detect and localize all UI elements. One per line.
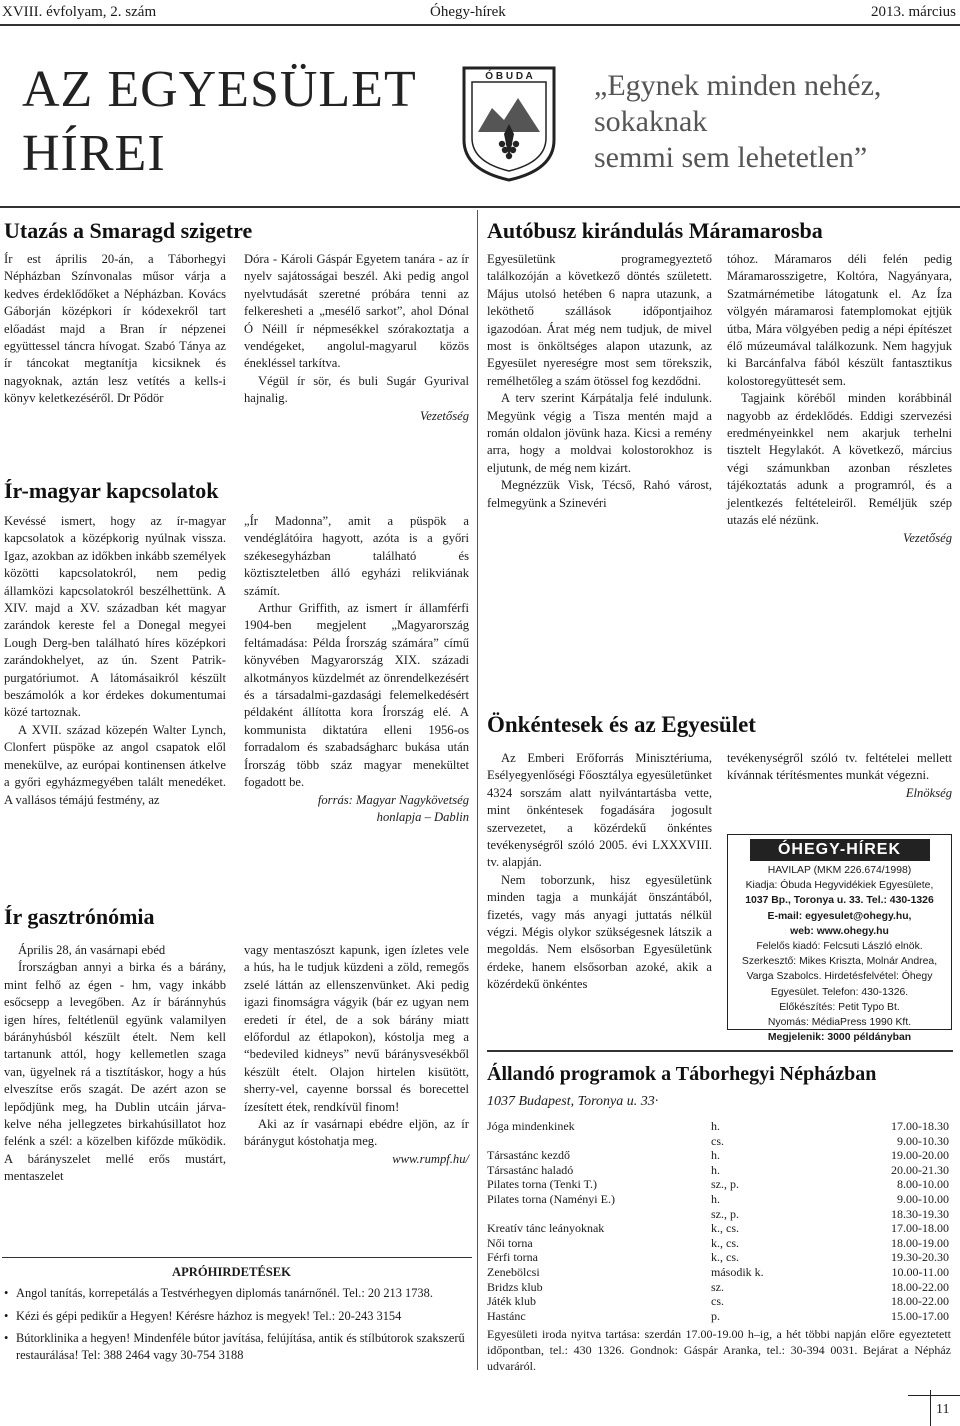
schedule-day: h.: [711, 1162, 720, 1177]
ad-item: • Kézi és gépi pedikűr a Hegyen! Kérésre házhoz is megyek! Tel.: 20-243 3154: [4, 1308, 470, 1325]
masthead-rule: [0, 206, 960, 208]
schedule-row: [487, 1265, 949, 1280]
utazas-col2-para1: Dóra - Károli Gáspár Egyetem tanára - az ír nyelv sajátosságai beszél. Aki pedig angol nyelvtudását szeretné próbára tenni az felkeresheti a „mesélő sarkot”, ahol Dónal Ó Néill ír népmesékkel szórakoztatja a vendégeket, angolul-magyarul közös énekléssel tarkítva.: [244, 252, 469, 371]
schedule-day: h.: [711, 1148, 720, 1163]
gasztro-heading: Ír gasztrónómia: [4, 904, 155, 929]
schedule-program-name: Női torna: [487, 1235, 533, 1250]
schedule-program-name: Kreatív tánc leányoknak: [487, 1221, 605, 1236]
autobusz-col2-para1: tóhoz. Máramaros déli felén pedig Máramarosszigetre, Koltóra, Nagyányara, Szatmárnémetibe látogatunk el. Az Íza völgyén máramarosi fatemplomokat ejtjük útba, Mára völgyében pedig a népi építészet élő múzeumával találkozunk. Nem hagyjuk ki Barcánfalva fából készült fantasztikus kolostoregyüttesét sem.: [727, 252, 952, 388]
page-number: 11: [936, 1402, 950, 1417]
irmagyar-source-line2: honlapja – Dablin: [376, 809, 469, 824]
irmagyar-col2-para1: „Ír Madonna”, amit a püspök a vendéglátóira hagyott, azóta is a győri székesegyházban található és köztiszteletben álló egyházi relikviának számít.: [244, 514, 469, 598]
schedule-time: 19.30-20.30: [891, 1250, 949, 1265]
onkentes-col2-text: tevékenységről szóló tv. feltételei mellett kívánnak térítésmentes munkát végezni.: [727, 751, 952, 783]
programok-heading: Állandó programok a Táborhegyi Népházban: [487, 1063, 877, 1085]
schedule-row: [487, 1280, 949, 1295]
schedule-day: cs.: [711, 1133, 724, 1148]
onkentes-col1-para2: Nem toborzunk, hisz egyesületünk minden tagja a munkáját önszántából, fizetés, vagy más anyagi juttatás nélkül végzi. Mégis olykor szükségesnek látszik a megoldás. Nem elsősorban Egyesületünk érdeke, hanem elsősorban azoké, akik a közérdekű önkéntes: [487, 872, 712, 992]
autobusz-col1-para2: A terv szerint Kárpátalja felé indulunk. Megyünk végig a Tisza mentén majd a román oldalon jövünk haza. Kicsi a remény arra, hogy a moldvai kolostorokhoz is eljutunk, de még nem kizárt.: [487, 391, 712, 475]
imprint-line: Varga Szabolcs. Hirdetésfelvétel: Óhegy: [746, 971, 933, 983]
schedule-program-name: Pilates torna (Tenki T.): [487, 1177, 598, 1192]
gasztro-col1-para2: Írországban annyi a birka és a bárány, mint felhő az égen - hm, vagy inkább esőcsepp a levegőben. Az ír báránnyhús igen híres, feltétlenül együnk valamilyen bárányhúsból készült ételt. Nem kell tartanunk attól, hogy kellemetlen szaga van, ügyelnek rá a tisztításkor, hogy a hús elveszítse erős szagát. De azért azon se lepődjünk meg, ha Dublin utcáin járva-kelve néha jellegzetes birkahúsillatot hoz felénk a szél: a közelben kifőzde működik. A bárányszelet mellé erős mustárt, mentaszelet: [4, 960, 226, 1184]
running-head-date: 2013. március: [871, 4, 956, 20]
autobusz-heading: Autóbusz kirándulás Máramarosba: [487, 218, 823, 243]
imprint-logo: ÓHEGY-HÍREK: [750, 839, 930, 861]
irmagyar-heading: Ír-magyar kapcsolatok: [4, 478, 219, 503]
autobusz-col2-para2: Tagjaink köréből minden korábbinál nagyobb az érdeklődés. Eddigi szervezési eredményeinkkel nem akarjuk terhelni tisztelt Hegylakót. A következő, március végi számunkban azonban részletes tájékoztatás adunk a programról, és a jelentkezés feltételeiről. Reméljük szép utazás elé nézünk.: [727, 391, 952, 528]
schedule-program-name: Zenebölcsi: [487, 1264, 540, 1279]
schedule-program-name: Bridzs klub: [487, 1279, 543, 1294]
irmagyar-col1-para1: Kevéssé ismert, hogy az ír-magyar kapcsolatok a középkorig nyúlnak vissza. Igaz, azokban az időkben inkább személyek közötti kapcsolatokról, nem pedig államközi kapcsolatokról beszélhettünk. A XIV. majd a XV. században két magyar zarándok kereste fel a Donegal megyei Lough Derg-ben található híres középkori zarándokhelyet, az ún. Szent Patrik-purgatóriumot. A látomásaikról készült beszámolók a kor érdekes dokumentumai közé tartoznak.: [4, 514, 226, 720]
autobusz-col1-para1: Egyesületünk programegyeztető találkozóján a következő döntés született. Május utolsó hetében 6 napra utazunk, a leköthető szállások időpontjaihoz igazodóan. Árat még nem tudjuk, de mivel most is önköltséges alapon utazunk, az Egyesület nyereségre most sem törekszik, remélhetőleg a szám ötössel fog kezdődni.: [487, 252, 712, 388]
schedule-time: 17.00-18.00: [891, 1221, 949, 1236]
schedule-program-name: Férfi torna: [487, 1250, 538, 1265]
schedule-day: sz., p.: [711, 1177, 739, 1192]
autobusz-col1: [487, 251, 712, 512]
programok-rule: [487, 1050, 953, 1052]
irmagyar-col1: [4, 513, 226, 809]
schedule-row: [487, 1163, 949, 1178]
schedule-time: 19.00-20.00: [891, 1148, 949, 1163]
schedule-row: [487, 1134, 949, 1149]
imprint-line: Nyomás: MédiaPress 1990 Kft.: [767, 1017, 912, 1029]
schedule-program-name: Társastánc haladó: [487, 1162, 574, 1177]
imprint-line: Egyesület. Telefon: 430-1326.: [770, 986, 909, 998]
schedule-row: [487, 1236, 949, 1251]
schedule-day: sz., p.: [711, 1206, 739, 1221]
schedule-row: [487, 1250, 949, 1265]
utazas-signature: Vezetőség: [420, 408, 469, 423]
programok-schedule: [487, 1119, 949, 1323]
schedule-time: 20.00-21.30: [891, 1162, 949, 1177]
schedule-program-name: Hastánc: [487, 1308, 526, 1323]
gasztro-col1-para1: Április 28, án vasárnapi ebéd: [18, 943, 166, 957]
imprint-line: Szerkesztő: Mikes Krisztа, Molnár Andrea,: [741, 956, 938, 968]
schedule-row: [487, 1177, 949, 1192]
schedule-time: 10.00-11.00: [891, 1264, 949, 1279]
programok-address: 1037 Budapest, Toronya u. 33·: [487, 1094, 659, 1109]
schedule-time: 8.00-10.00: [897, 1177, 949, 1192]
autobusz-signature: Vezetőség: [903, 530, 952, 545]
autobusz-col2: [727, 251, 952, 547]
onkentes-signature: Elnökség: [905, 785, 952, 800]
ads-list: [4, 1285, 470, 1369]
utazas-col1: [4, 251, 226, 408]
schedule-day: h.: [711, 1119, 720, 1133]
schedule-day: k., cs.: [711, 1235, 739, 1250]
autobusz-col1-para3: Megnézzük Visk, Técső, Rahó várost, felmegyünk a Szinevéri: [487, 478, 712, 510]
schedule-time: 17.00-18.30: [891, 1119, 949, 1133]
schedule-program-name: Jóga mindenkinek: [487, 1119, 575, 1133]
schedule-day: k., cs.: [711, 1250, 739, 1265]
imprint-line: Felelős kiadó: Felcsuti László elnök.: [756, 941, 923, 953]
gasztro-col2: [244, 942, 469, 1168]
running-head-rule: [0, 24, 960, 26]
masthead-quote-line1: „Egynek minden nehéz,: [594, 69, 882, 102]
gasztro-col2-para1: vagy mentaszószt kapunk, igen ízletes vele a hús, ha le tudjuk küzdeni a zöld, remegős zselé láttán az ellenszenvünket. Aki pedig igazi finomságra vágyik (bár ez ugyan nem eredeti ír étel, de a sok bárány miatt előfordul az étlapokon), kóstolja meg a “bedeviled kidneys” nevű báránysvesékből készült ételt. Olajon hirtelen kisütött, sherry-vel, cayenne borssal és borecettel ízesített étek, rendkívül finom!: [244, 943, 469, 1114]
schedule-row: [487, 1294, 949, 1309]
schedule-row: [487, 1221, 949, 1236]
imprint-line: Megjelenik: 3000 példányban: [767, 1032, 912, 1044]
utazas-col2: [244, 251, 469, 425]
schedule-day: második k.: [711, 1264, 764, 1279]
masthead-quote-line3: semmi sem lehetetlen”: [594, 141, 868, 174]
schedule-time: 18.00-19.00: [891, 1235, 949, 1250]
schedule-row: [487, 1309, 949, 1324]
column-divider: [477, 210, 478, 1370]
masthead-quote-line2: sokaknak: [594, 105, 708, 138]
running-head-title: Óhegy-hírek: [430, 4, 506, 20]
society-logo: [458, 62, 560, 184]
schedule-time: 18.00-22.00: [891, 1294, 949, 1309]
programok-footer-text: Egyesületi iroda nyitva tartása: szerdán 17.00-19.00 h–ig, a hét többi napján előre egyeztetett időpontban, tel.: 430 1326. Gondnok: Gáspár Aranka, tel.: 30-394 0031. Bejárat a Népház udvaráról.: [487, 1327, 951, 1373]
schedule-day: h.: [711, 1191, 720, 1206]
imprint-line: 1037 Bp., Toronya u. 33. Tel.: 430-1326: [745, 895, 934, 907]
onkentes-col1: [487, 750, 712, 994]
schedule-row: [487, 1119, 949, 1134]
ads-heading: APRÓHIRDETÉSEK: [172, 1265, 291, 1279]
schedule-time: 18.30-19.30: [891, 1206, 949, 1221]
irmagyar-col2-para2: Arthur Griffith, az ismert ír államférfi 1904-ben megjelent „Magyarország feltámadása: Példa Írország számára” című könyvében Magyarország XIX. századi alkotmányos küzdelmét az önrendelkezésért és a társadalmi-gazdasági felemelkedésért példaként állította kora Írország elé. A kommunista diktatúra elleni 1956-os forradalom és szabadságharc bukása után Írország több száz magyar menekültet fogadott be.: [244, 601, 469, 790]
schedule-program-name: Pilates torna (Naményi E.): [487, 1191, 615, 1206]
schedule-day: cs.: [711, 1294, 724, 1309]
imprint-line: Kiadja: Óbuda Hegyvidékiek Egyesülete,: [745, 880, 934, 892]
irmagyar-col2: [244, 513, 469, 826]
schedule-program-name: Társastánc kezdő: [487, 1148, 570, 1163]
running-head-volume: XVIII. évfolyam, 2. szám: [2, 4, 157, 20]
programok-footer: [487, 1326, 951, 1374]
schedule-time: 15.00-17.00: [891, 1308, 949, 1323]
schedule-day: p.: [711, 1308, 720, 1323]
schedule-day: k., cs.: [711, 1221, 739, 1236]
gasztro-col2-para2: Aki az ír vasárnapi ebédre eljön, az ír báránygut kóstohatja meg.: [244, 1117, 469, 1149]
schedule-time: 18.00-22.00: [891, 1279, 949, 1294]
ad-item: • Bútorklinika a hegyen! Mindenféle bútor javítása, felújítása, antik és stílbútorok szakszerű restaurálása! Tel: 388 2464 vagy 30-754 3188: [4, 1330, 470, 1363]
schedule-row: [487, 1148, 949, 1163]
gasztro-source-url[interactable]: www.rumpf.hu/: [392, 1151, 469, 1166]
utazas-heading: Utazás a Smaragd szigetre: [4, 218, 253, 243]
imprint-box: [727, 834, 952, 1044]
ad-item: • Angol tanítás, korrepetálás a Testvérhegyen diplomás tanárnőnél. Tel.: 20 213 1738.: [4, 1285, 470, 1302]
onkentes-col1-para1: Az Emberi Erőforrás Minisztériuma, Esélyegyenlőségi Főosztálya egyesületünket 4324 sorszám alatt nyilvántartásba vette, mint önkéntesek fogadására jogosult szervezetet, a közérdekű önkéntes tevékenységről szóló 2005. évi LXXXVIII. tv. alapján.: [487, 751, 712, 870]
imprint-line: HAVILAP (MKM 226.674/1998): [767, 865, 912, 876]
imprint-line: Előkészítés: Petit Typo Bt.: [779, 1001, 900, 1013]
imprint-line[interactable]: E-mail: egyesulet@ohegy.hu,: [767, 910, 912, 922]
schedule-day: sz.: [711, 1279, 724, 1294]
utazas-col1-text: Ír est április 20-án, a Táborhegyi Népházban Színvonalas műsor várja a kedves érdeklődőket a Népházban. Kovács Gáborján középkori ír kódexekről tart előadást majd a Bran ír népzenei együttessel táncra hívogat. Szabó Tánya az ír táncokat megtanítja kicsiknek és nagyoknak, aztán lesz vetítés a kells-i könyv keletkezéséről. Dr Pődör: [4, 252, 226, 406]
logo-text-top: Ó B U D A: [485, 71, 533, 82]
schedule-row: [487, 1207, 949, 1222]
masthead-title-line1: AZ EGYESÜLET: [22, 61, 417, 118]
schedule-row: [487, 1192, 949, 1207]
imprint-line[interactable]: web: www.ohegy.hu: [790, 925, 889, 937]
gasztro-col1: [4, 942, 226, 1186]
masthead-title-line2: HÍREI: [22, 125, 166, 182]
irmagyar-source-line1: forrás: Magyar Nagykövetség: [317, 792, 469, 807]
utazas-col2-para2: Végül ír sör, és buli Sugár Gyurival hajnalig.: [244, 373, 469, 406]
page-number-rule-h: [908, 1395, 960, 1396]
onkentes-heading: Önkéntesek és az Egyesület: [487, 712, 756, 737]
imprint-lines: [728, 863, 951, 1045]
irmagyar-col1-para2: A XVII. század közepén Walter Lynch, Clonfert püspöke az angol csapatok elől menekülve, az európai kontinensen átkelve a győri egyházmegyében talált menedéket. A vallásos témájú festmény, az: [4, 722, 226, 807]
schedule-program-name: Játék klub: [487, 1294, 536, 1309]
onkentes-col2: [727, 750, 952, 802]
schedule-time: 9.00-10.00: [897, 1191, 949, 1206]
schedule-time: 9.00-10.30: [897, 1133, 949, 1148]
ads-rule: [2, 1257, 472, 1258]
